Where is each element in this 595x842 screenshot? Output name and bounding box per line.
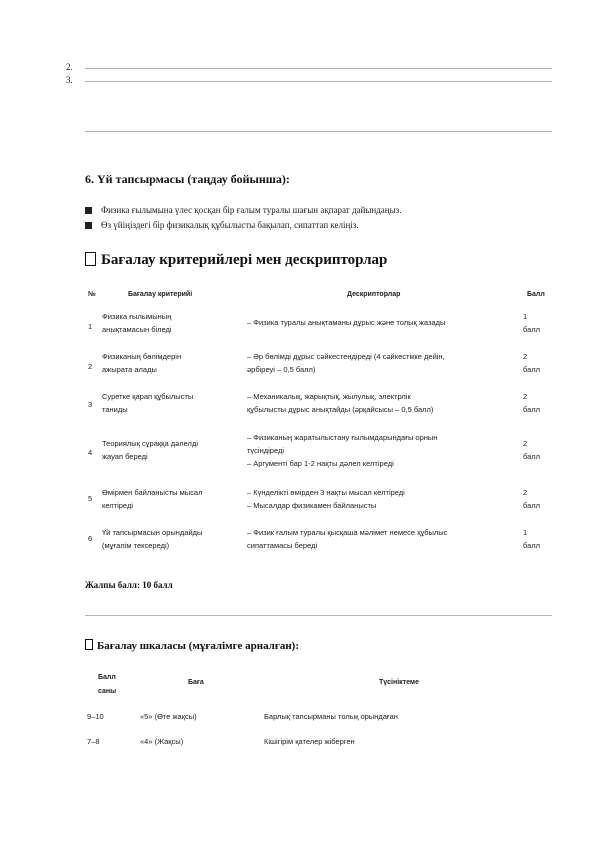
total-score: Жалпы балл: 10 балл (85, 580, 173, 590)
list-number-3: 3. (66, 75, 73, 85)
score-cell: 2 балл (523, 488, 541, 510)
missing-glyph-icon (85, 252, 96, 266)
row-number: 1 (88, 322, 93, 331)
square-bullet-icon (85, 222, 92, 229)
homework-item (85, 205, 401, 215)
criterion-cell: Суретке қарап құбылысты таниды (102, 392, 194, 414)
list-number-2: 2. (66, 62, 73, 72)
criteria-header-descriptors: Дескрипторлар (347, 291, 401, 298)
scale-comment-cell: Кішігірім қателер жіберген (264, 737, 355, 746)
descriptor-cell: – Әр бөлімді дұрыс сәйкестендіреді (4 сәйкестікке дейін, әрбіреуі – 0,5 балл) (247, 352, 445, 374)
criterion-cell: Физика ғылымының анықтамасын біледі (102, 312, 172, 334)
square-bullet-icon (85, 207, 92, 214)
descriptor-cell: – Физик ғалым туралы қысқаша мәлімет немесе құбылыс сипаттамасы береді (247, 528, 448, 550)
criterion-cell: Үй тапсырмасын орындайды (мұғалім тексереді) (102, 528, 203, 550)
scale-header-points: Балл саны (98, 674, 117, 695)
descriptor-cell: – Физиканың жаратылыстану ғылымдарындағы орнын түсіндіреді – Аргументі бар 1-2 нақты дәлел келтіреді (247, 433, 438, 468)
section-divider (85, 131, 552, 132)
criteria-header-num: № (88, 291, 96, 298)
scale-grade-cell: «5» (Өте жақсы) (140, 712, 197, 721)
criteria-title: Бағалау критерийлері мен дескрипторлар (85, 252, 387, 269)
score-cell: 2 балл (523, 439, 541, 461)
missing-glyph-icon (85, 639, 93, 650)
descriptor-cell: – Күнделікті өмірден 3 нақты мысал келтіреді – Мысалдар физикамен байланысты (247, 488, 405, 510)
criteria-header-score: Балл (527, 291, 545, 298)
homework-title: 6. Үй тапсырмасы (таңдау бойынша): (85, 172, 290, 186)
scale-header-grade: Баға (188, 679, 204, 686)
row-number: 4 (88, 448, 93, 457)
answer-line-3 (85, 81, 552, 82)
score-cell: 1 балл (523, 528, 541, 550)
scale-header-comment: Түсініктеме (379, 679, 419, 686)
scale-points-cell: 9–10 (87, 712, 104, 721)
homework-item-text: Өз үйіңіздегі бір физикалық құбылысты бақылап, сипаттап келіңіз. (101, 220, 359, 230)
row-number: 5 (88, 494, 93, 503)
descriptor-cell: – Физика туралы анықтаманы дұрыс және толық жазады (247, 318, 446, 327)
criterion-cell: Теориялық сұраққа дәлелді жауап береді (102, 439, 198, 461)
scale-comment-cell: Барлық тапсырманы толық орындаған (264, 712, 398, 721)
score-cell: 1 балл (523, 312, 541, 334)
criterion-cell: Өмірмен байланысты мысал келтіреді (102, 488, 203, 510)
criteria-header-criterion: Бағалау критерийі (128, 291, 193, 298)
homework-item-text: Физика ғылымына үлес қосқан бір ғалым туралы шағын ақпарат дайындаңыз. (101, 205, 402, 215)
row-number: 3 (88, 400, 93, 409)
row-number: 6 (88, 534, 93, 543)
section-divider (85, 615, 552, 616)
answer-line-2 (85, 68, 552, 69)
criterion-cell: Физиканың бөлімдерін ажырата алады (102, 352, 182, 374)
homework-item (85, 220, 359, 230)
descriptor-cell: – Механикалық, жарықтық, жылулық, электрлік құбылысты дұрыс анықтайды (әрқайсысы – 0,5 балл) (247, 392, 434, 414)
scale-title: Бағалау шкаласы (мұғалімге арналған): (85, 639, 299, 652)
score-cell: 2 балл (523, 352, 541, 374)
row-number: 2 (88, 362, 93, 371)
scale-points-cell: 7–8 (87, 737, 100, 746)
score-cell: 2 балл (523, 392, 541, 414)
scale-grade-cell: «4» (Жақсы) (140, 737, 184, 746)
